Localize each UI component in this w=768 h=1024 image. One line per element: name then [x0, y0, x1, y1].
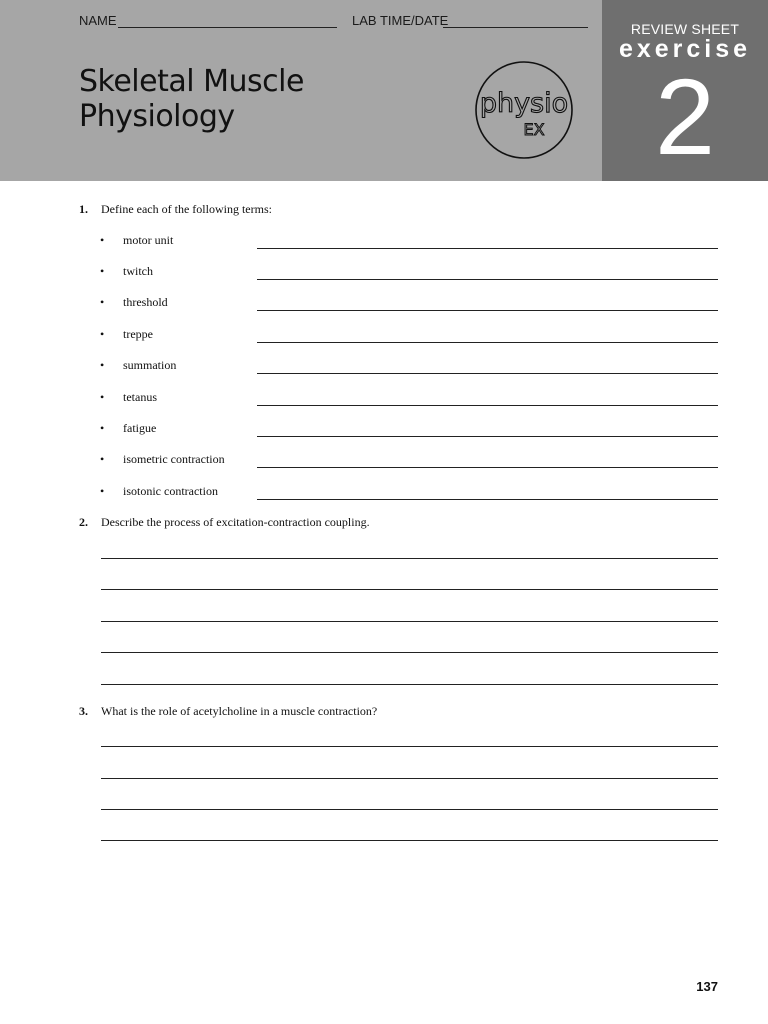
term-row [0, 452, 768, 472]
term-row [0, 264, 768, 284]
page-title [79, 64, 304, 134]
term-row [0, 421, 768, 441]
answer-line[interactable] [257, 373, 718, 374]
title-line-1: Skeletal Muscle [79, 64, 304, 99]
answer-line[interactable] [257, 467, 718, 468]
question-text: What is the role of acetylcholine in a muscle contraction? [101, 704, 378, 718]
exercise-label: exercise [618, 35, 752, 63]
bullet: • [100, 484, 105, 498]
labtime-label: LAB TIME/DATE [352, 13, 449, 28]
question-text: Describe the process of excitation-contraction coupling. [101, 515, 370, 529]
answer-line[interactable] [101, 621, 718, 622]
answer-line[interactable] [257, 436, 718, 437]
term-label: isometric contraction [123, 452, 225, 466]
answer-line[interactable] [257, 499, 718, 500]
term-label: treppe [123, 327, 153, 341]
term-row [0, 390, 768, 410]
title-line-2: Physiology [79, 99, 235, 134]
question-number: 3. [79, 704, 88, 718]
review-sheet-label: REVIEW SHEET [630, 21, 740, 37]
exercise-number: 2 [654, 56, 716, 177]
term-label: fatigue [123, 421, 157, 435]
answer-line[interactable] [101, 840, 718, 841]
term-label: isotonic contraction [123, 484, 218, 498]
answer-line[interactable] [257, 279, 718, 280]
question-text: Define each of the following terms: [101, 202, 272, 216]
bullet: • [100, 327, 105, 341]
header-band [0, 0, 602, 181]
labtime-field[interactable] [443, 27, 588, 28]
question-number: 2. [79, 515, 88, 529]
bullet: • [100, 390, 105, 404]
bullet: • [100, 233, 105, 247]
bullet: • [100, 358, 105, 372]
term-row [0, 295, 768, 315]
page-number: 137 [696, 979, 718, 994]
logo-bottom-text: EX [523, 120, 545, 139]
answer-line[interactable] [257, 310, 718, 311]
term-row [0, 233, 768, 253]
answer-line[interactable] [101, 558, 718, 559]
term-row [0, 484, 768, 504]
term-label: twitch [123, 264, 153, 278]
term-label: threshold [123, 295, 168, 309]
answer-line[interactable] [101, 652, 718, 653]
term-label: summation [123, 358, 177, 372]
bullet: • [100, 452, 105, 466]
bullet: • [100, 421, 105, 435]
term-label: motor unit [123, 233, 174, 247]
answer-line[interactable] [101, 589, 718, 590]
exercise-badge [602, 0, 768, 181]
bullet: • [100, 264, 105, 278]
answer-line[interactable] [101, 809, 718, 810]
answer-line[interactable] [257, 248, 718, 249]
question-number: 1. [79, 202, 88, 216]
answer-line[interactable] [101, 746, 718, 747]
answer-line[interactable] [257, 342, 718, 343]
term-label: tetanus [123, 390, 157, 404]
answer-line[interactable] [101, 684, 718, 685]
physioex-logo-icon [474, 60, 574, 160]
term-row [0, 327, 768, 347]
answer-line[interactable] [257, 405, 718, 406]
name-field[interactable] [118, 27, 337, 28]
name-label: NAME [79, 13, 117, 28]
term-row [0, 358, 768, 378]
logo-top-text: physio [479, 88, 569, 119]
answer-line[interactable] [101, 778, 718, 779]
bullet: • [100, 295, 105, 309]
